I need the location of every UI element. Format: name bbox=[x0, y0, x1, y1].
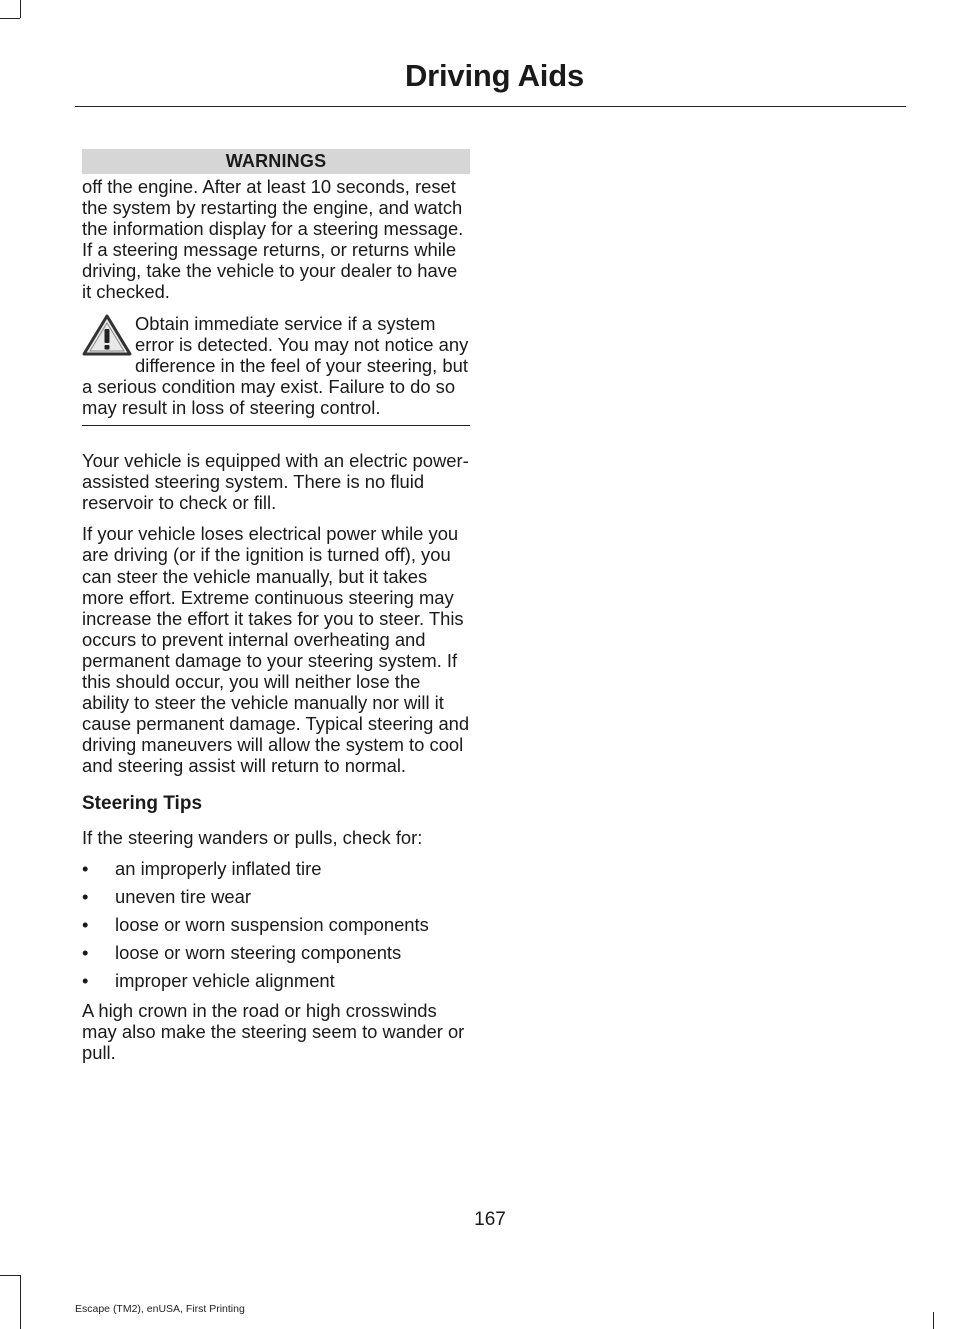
left-column bbox=[82, 149, 470, 1063]
list-item-text: loose or worn suspension components bbox=[115, 913, 429, 935]
steering-tips-list bbox=[82, 855, 470, 995]
bullet: • bbox=[82, 913, 89, 935]
list-item-text: an improperly inflated tire bbox=[115, 857, 322, 879]
bullet: • bbox=[82, 885, 89, 907]
bullet: • bbox=[82, 941, 89, 963]
bullet: • bbox=[82, 857, 89, 879]
paragraph: If your vehicle loses electrical power while you are driving (or if the ignition is turned off), you can steer the vehicle manually, but it takes more effort. Extreme continuous steering may increase the effort it takes for you to steer. This occurs to prevent internal overheating and permanent damage to your steering system. If this should occur, you will neither lose the ability to steer the vehicle manually nor will it cause permanent damage. Typical steering and driving maneuvers will allow the system to cool and steering assist will return to normal. bbox=[82, 523, 470, 777]
list-item bbox=[82, 967, 470, 995]
section-heading: Steering Tips bbox=[82, 793, 203, 815]
crop-mark bbox=[0, 18, 20, 19]
list-item-text: improper vehicle alignment bbox=[115, 969, 335, 991]
warning-continuation-text: off the engine. After at least 10 seconds, reset the system by restarting the engine, and watch the information display for a steering message. If a steering message returns, or returns while driving, take the vehicle to your dealer to have it checked. bbox=[82, 176, 464, 303]
title-divider bbox=[75, 106, 906, 107]
warning-triangle-icon bbox=[82, 314, 132, 356]
list-item bbox=[82, 855, 470, 883]
warning-divider bbox=[82, 425, 470, 426]
paragraph: Your vehicle is equipped with an electric power-assisted steering system. There is no fluid reservoir to check or fill. bbox=[82, 450, 469, 514]
crop-mark bbox=[933, 1312, 934, 1329]
page-title: Driving Aids bbox=[404, 58, 584, 93]
list-item bbox=[82, 911, 470, 939]
footer-text: Escape (TM2), enUSA, First Printing bbox=[75, 1303, 245, 1315]
crop-mark bbox=[20, 1275, 21, 1329]
crop-mark bbox=[0, 1275, 20, 1276]
list-item-text: loose or worn steering components bbox=[115, 941, 402, 963]
bullet: • bbox=[82, 969, 89, 991]
list-item-text: uneven tire wear bbox=[115, 885, 251, 907]
steering-tips-intro: If the steering wanders or pulls, check for: bbox=[82, 827, 423, 849]
list-item bbox=[82, 883, 470, 911]
crop-mark bbox=[20, 0, 21, 18]
page-number: 167 bbox=[474, 1209, 506, 1230]
warning-item-text: Obtain immediate service if a system error is detected. You may not notice any difference in the feel of your steering, but a serious condition may exist. Failure to do so may result in loss of steering control. bbox=[82, 312, 469, 418]
warning-item bbox=[82, 313, 470, 426]
steering-tips-closing: A high crown in the road or high crosswinds may also make the steering seem to wander or pull. bbox=[82, 999, 465, 1063]
list-item bbox=[82, 939, 470, 967]
warnings-heading: WARNINGS bbox=[82, 149, 470, 174]
